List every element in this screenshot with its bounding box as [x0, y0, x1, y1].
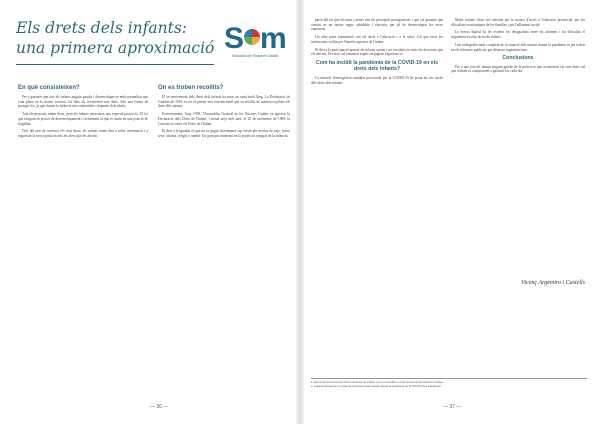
right-page: [305, 6, 590, 418]
logo-caption: Educació de l'Estat en Català: [232, 54, 278, 58]
section-heading: On es troben recollits?: [158, 85, 224, 91]
right-column-1: [311, 18, 443, 88]
conclusions-heading: Conclusions: [502, 55, 534, 62]
left-page: [10, 6, 295, 418]
paragraph: Posteriorment, l'any 1959, l'Assemblea General de les Nacions Unides va aprovar la Declaració dels Drets de l'Infant, i trenta anys més tard, el 20 de novembre de 1989, la Convenció sobre els Drets de l'Infant.: [158, 112, 290, 126]
footnote: 1. El text de la Convenció sobre els Drets de l'Infant es pot consultar en línia al web de les Nacions Unides.: [311, 381, 444, 384]
paragraph: El reconeixement dels drets dels infants ha estat un camí molt llarg. La Declaració de Ginebra de 1924 va ser el primer text internacional que va recollir de manera explícita els drets dels infants.: [158, 95, 290, 109]
author-signature: Vicenç Argemiro i Castells: [521, 280, 585, 286]
section-heading: En què consisteixen?: [18, 85, 80, 91]
paragraph: La situació d'emergència sanitària provocada per la COVID-19 ha posat en risc molts dels drets dels infants.: [311, 75, 443, 85]
logo-letter-s: S: [224, 22, 245, 55]
logo-letter-m: m: [260, 22, 287, 55]
paragraph: Molts infants s'han vist afectats per la manca d'accés a l'educació presencial, per les dificultats econòmiques de les famílies i per l'aïllament social.: [451, 18, 585, 27]
title-rule: [16, 64, 214, 65]
footnotes: [311, 378, 587, 388]
left-margin: [0, 0, 6, 424]
paragraph: Una radiografia molt completa de la situació dels infants durant la pandèmia es pot trobar en els informes publicats per diverses organitzacions.: [451, 42, 585, 52]
paragraph: partit del fet que els nens i nenes són els principals protagonistes i que cal garantir que creixin en un entorn segur, saludable i afectuós, per tal de desenvolupar les seves capacitats.: [311, 18, 443, 32]
page-gutter: [296, 0, 304, 424]
right-column-2: [451, 18, 585, 286]
page-number-right: — 37 —: [443, 404, 461, 410]
paragraph: El dret a la participació permet als infants opinar i ser escoltats en totes les decisions que els afecten. Per això cal fomentar espais on puguin expressar-se.: [311, 47, 443, 57]
left-column-2: [158, 84, 290, 142]
paragraph: Per a garantir que tots els infants puguin gaudir i desenvolupar-se amb normalitat una vida plena en la nostra societat, les lleis els reconeixen uns drets. Són una forma de protegir-los, ja que durant la infància són vulnerables i depenen dels adults.: [18, 95, 148, 109]
paragraph: Per a que tots els infants puguin gaudir de la protecció que reconeixen els seus drets cal que tothom es comprometi a garantir-los cada dia.: [451, 64, 585, 74]
page-number-left: — 36 —: [150, 404, 168, 410]
paragraph: El dret a la igualtat fa que no es pugui discriminar cap infant per motius de raça, color, sexe, idioma, religió o opinió. Un gran pas endavant en la protecció integral de la infància.: [158, 129, 290, 138]
title-line-2: una primera aproximació: [16, 39, 215, 57]
paragraph: La bretxa digital ha fet evident les desigualtats entre els alumnes i ha dificultat el seguiment escolar de molts infants.: [451, 30, 585, 40]
article-title: [16, 18, 216, 78]
logo-o-icon: [244, 29, 260, 45]
title-line-1: Els drets dels infants:: [16, 19, 188, 37]
footnote: 2. Aquest informe fa un repàs de la situació dels infants durant la pandèmia de la COVID-19 a Catalunya.: [311, 384, 442, 388]
right-margin: [594, 0, 600, 424]
paragraph: Tots els persones tenim drets, però els infants necessiten una especial protecció. El fet que estiguin en procés de desenvolupament i creixement fa que es situïn en una posició de fragilitat.: [18, 112, 148, 126]
left-column-1: [18, 84, 148, 142]
covid-section-heading: Com ha incidit la pandèmia de la COVID-19 en els drets dels infants?: [316, 59, 438, 73]
paragraph: Dret del nen de conèixer els seus drets: els infants tenen dret a rebre informació i a expressar la seva opinió en tots els afers que els afectin.: [18, 129, 148, 138]
som-logo: [222, 18, 288, 62]
paragraph: Un altre punt fonamental són els drets a l'educació i a la salut. Cal que totes les institucions vetllin per l'interès superior de l'infant.: [311, 35, 443, 44]
